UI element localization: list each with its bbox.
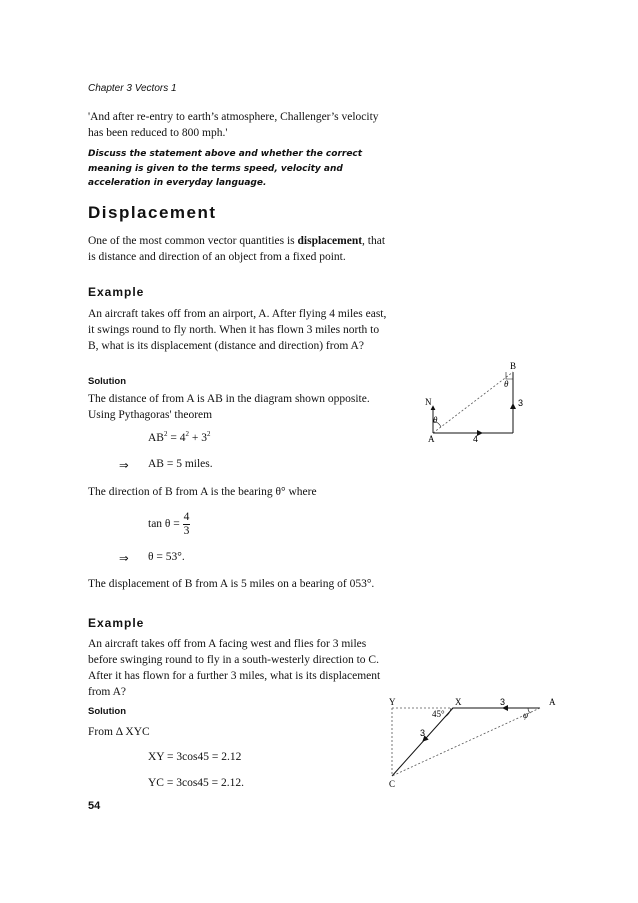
example-1-conclusion: The displacement of B from A is 5 miles on a bearing of 053°. <box>88 578 375 590</box>
eq-exp-2: 2 <box>185 430 189 438</box>
example-1-solution-heading: Solution <box>88 376 126 387</box>
label-n: N <box>425 397 432 407</box>
intro-text-end: , that is distance and direction of an object from a fixed point. <box>88 235 386 263</box>
label-west-distance: 3 <box>500 697 506 707</box>
example-2-heading: Example <box>88 616 145 630</box>
direction-text: The direction of B from A is the bearing θ° where <box>88 486 317 498</box>
example-2-from-text: From Δ XYC <box>88 726 150 738</box>
label-a: A <box>549 697 556 707</box>
label-angle-45: 45° <box>432 709 445 719</box>
equation-xy: XY = 3cos45 = 2.12 <box>148 751 242 763</box>
label-theta-b: θ <box>504 379 509 389</box>
label-y: Y <box>389 697 396 707</box>
label-southwest-distance: 3 <box>420 728 426 738</box>
page-number: 54 <box>88 800 101 812</box>
diagram-displacement-2 <box>385 696 565 796</box>
example-1-text: An aircraft takes off from an airport, A. After flying 4 miles east, it swings round to fly north. When it has flown 3 miles north to B, what is its displacement (distance and direction) from A? <box>88 308 387 352</box>
label-a: A <box>428 434 435 444</box>
label-east-distance: 4 <box>473 434 479 444</box>
tan-lhs: tan θ = <box>148 518 180 531</box>
example-1-heading: Example <box>88 285 145 299</box>
eq-exp-1: 2 <box>163 430 168 438</box>
angle-arc-a <box>528 708 531 713</box>
label-x: X <box>455 697 462 707</box>
example-1-solution-text: The distance of from A is AB in the diagram shown opposite. Using Pythagoras' theorem <box>88 393 370 421</box>
equation-tan <box>148 511 190 538</box>
equation-theta-result: θ = 53°. <box>148 551 185 563</box>
example-2-text: An aircraft takes off from A facing west and flies for 3 miles before swinging round to fly in a south-westerly direction to C. After it has flown for a further 3 miles, what is its displacement from A? <box>88 638 381 698</box>
tan-denominator: 3 <box>183 525 190 537</box>
angle-mark-b <box>506 372 513 379</box>
section-title: Displacement <box>88 203 217 222</box>
diagram-displacement-1 <box>420 358 540 448</box>
quote-text: 'And after re-entry to earth’s atmosphere, Challenger’s velocity has been reduced to 800 mph.' <box>88 111 379 139</box>
label-theta-a: θ <box>433 415 438 425</box>
intro-term-displacement: displacement <box>297 235 363 247</box>
implies-symbol-2: ⇒ <box>119 553 129 565</box>
tan-numerator: 4 <box>183 511 190 523</box>
example-2-solution-heading: Solution <box>88 706 126 717</box>
discussion-prompt: Discuss the statement above and whether the correct meaning is given to the terms speed, velocity and acceleration in everyday language. <box>88 149 363 188</box>
eq-ab: AB <box>148 431 164 444</box>
equation-ab-result: AB = 5 miles. <box>148 458 213 470</box>
eq-four: = 4 <box>167 431 186 444</box>
displacement-ab-line <box>433 372 513 433</box>
southwest-leg-arrow <box>423 739 425 741</box>
label-b: B <box>510 361 517 371</box>
displacement-ac-line <box>392 708 540 776</box>
equation-yc: YC = 3cos45 = 2.12. <box>148 777 245 789</box>
chapter-header: Chapter 3 Vectors 1 <box>88 83 177 94</box>
tan-fraction <box>183 511 191 538</box>
label-north-distance: 3 <box>518 398 524 408</box>
label-phi: φ <box>523 710 528 720</box>
intro-text-start: One of the most common vector quantities is <box>88 235 298 247</box>
eq-exp-3: 2 <box>206 430 211 438</box>
label-c: C <box>389 779 396 789</box>
section-intro <box>88 233 388 265</box>
implies-symbol: ⇒ <box>119 460 129 472</box>
equation-pythagoras <box>148 430 210 444</box>
eq-three: + 3 <box>188 431 207 444</box>
